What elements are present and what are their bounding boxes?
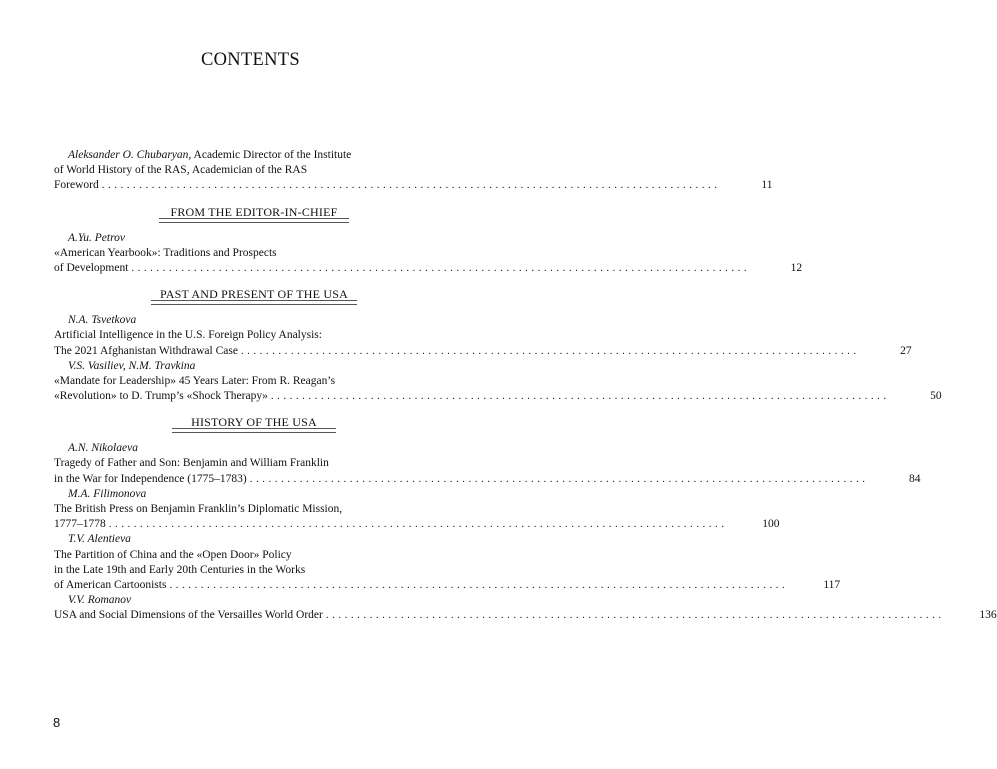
section-heading-text: PAST AND PRESENT OF THE USA xyxy=(159,287,348,302)
page-ref: 12 xyxy=(790,261,803,274)
section-rule xyxy=(172,428,336,433)
section-rule xyxy=(151,300,357,305)
entry-title: of American Cartoonists xyxy=(54,578,167,591)
toc-entry-versailles[interactable] xyxy=(54,608,997,623)
page-ref: 84 xyxy=(908,472,921,485)
page-ref: 100 xyxy=(762,518,780,531)
author-name: A.N. Nikolaeva xyxy=(68,442,138,455)
entry-title: Foreword xyxy=(54,179,99,192)
author-name: N.A. Tsvetkova xyxy=(68,314,137,327)
toc-entry-line: of World History of the RAS, Academician of the RAS xyxy=(54,164,308,177)
entry-title: of Development xyxy=(54,261,129,274)
page-number: 8 xyxy=(53,715,61,730)
author-affiliation: Academic Director of the Institute xyxy=(191,149,352,161)
author-name: V.V. Romanov xyxy=(68,594,132,607)
page-ref: 50 xyxy=(930,390,942,403)
author-name: M.A. Filimonova xyxy=(68,487,147,500)
section-heading-text: FROM THE EDITOR-IN-CHIEF xyxy=(170,204,338,219)
toc-entry-british-press[interactable] xyxy=(54,517,780,532)
entry-title: USA and Social Dimensions of the Versailles World Order xyxy=(54,609,323,622)
entry-title: Tragedy of Father and Son: Benjamin and William Franklin xyxy=(54,457,329,470)
page-ref: 136 xyxy=(979,609,997,622)
section-heading-past-present xyxy=(54,285,454,305)
page-ref: 117 xyxy=(823,578,841,591)
entry-title: «American Yearbook»: Traditions and Prospects xyxy=(54,246,277,259)
leader-dots: ................................................................................................... xyxy=(169,578,789,591)
leader-dots: ................................................................................................... xyxy=(108,518,728,531)
toc-entry-foreword[interactable] xyxy=(54,178,773,193)
toc-entry-mandate-for-leadership[interactable] xyxy=(54,389,942,404)
toc-entry-american-yearbook[interactable] xyxy=(54,261,803,276)
section-heading-history xyxy=(54,413,454,433)
toc xyxy=(54,148,997,624)
toc-entry-ai-foreign-policy[interactable] xyxy=(54,344,912,359)
leader-dots: ................................................................................................... xyxy=(325,609,945,622)
entry-title: in the War for Independence (1775–1783) xyxy=(54,472,247,485)
entry-title: The Partition of China and the «Open Door» Policy xyxy=(54,548,292,561)
leader-dots: ................................................................................................... xyxy=(249,472,869,485)
entry-title: 1777–1778 xyxy=(54,518,106,531)
section-heading-text: HISTORY OF THE USA xyxy=(191,415,317,430)
author-name: Aleksander O. Chubaryan, xyxy=(68,149,192,161)
entry-title: «Revolution» to D. Trump’s «Shock Therapy» xyxy=(54,390,268,403)
author-name: T.V. Alentieva xyxy=(68,533,131,546)
toc-entry-tragedy-father-son[interactable] xyxy=(54,472,921,487)
leader-dots: ................................................................................................... xyxy=(240,344,860,357)
leader-dots: ................................................................................................... xyxy=(101,179,721,192)
entry-title: The British Press on Benjamin Franklin’s Diplomatic Mission, xyxy=(54,503,343,515)
leader-dots: ................................................................................................... xyxy=(131,261,751,274)
leader-dots: ................................................................................................... xyxy=(270,390,890,403)
section-heading-editor xyxy=(54,203,454,223)
page-ref: 11 xyxy=(761,179,773,192)
entry-title: Artificial Intelligence in the U.S. Foreign Policy Analysis: xyxy=(54,329,322,342)
section-rule xyxy=(159,218,349,223)
contents-title: CONTENTS xyxy=(200,50,300,70)
toc-entry-author xyxy=(54,148,454,163)
toc-entry-partition-of-china[interactable] xyxy=(54,578,841,593)
page-ref: 27 xyxy=(900,344,912,357)
entry-title: The 2021 Afghanistan Withdrawal Case xyxy=(54,344,238,357)
entry-title: in the Late 19th and Early 20th Centuries in the Works xyxy=(54,563,306,576)
entry-title: «Mandate for Leadership» 45 Years Later: From R. Reagan’s xyxy=(54,374,336,387)
author-name: A.Yu. Petrov xyxy=(68,231,125,244)
author-name: V.S. Vasiliev, N.M. Travkina xyxy=(68,359,196,372)
